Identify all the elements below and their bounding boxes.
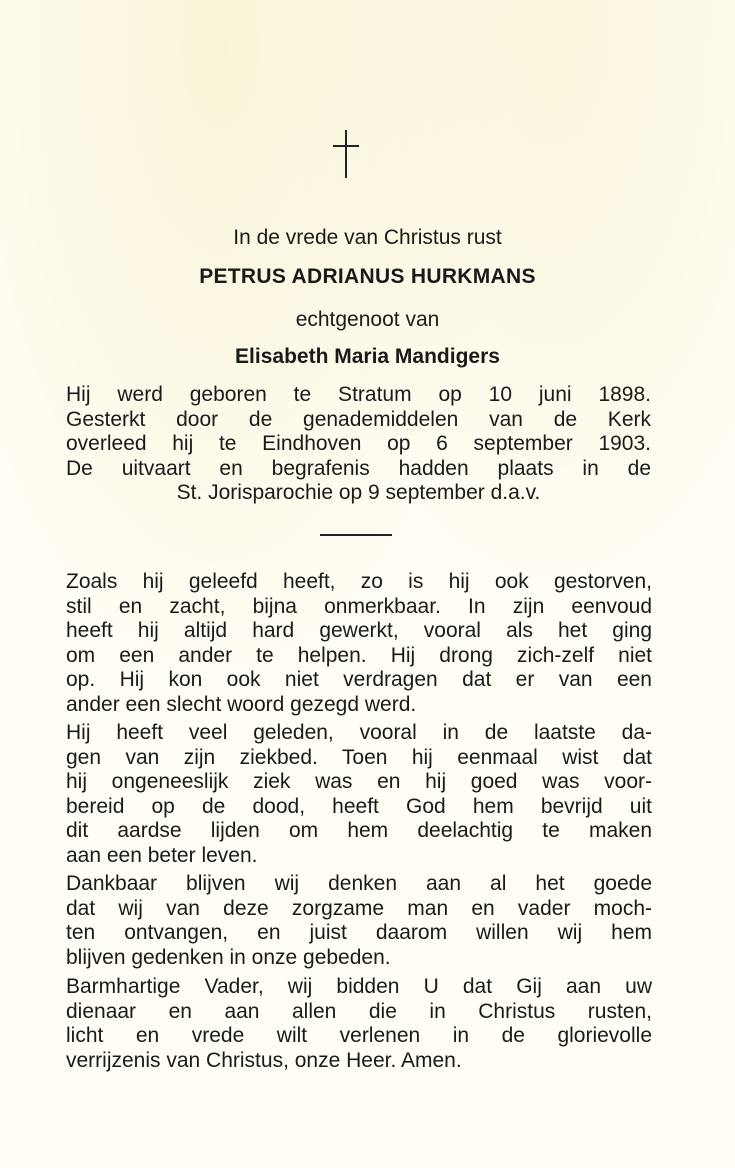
text-line: ten ontvangen, en juist daarom willen wij hem [66,921,652,945]
text-line: om een ander te helpen. Hij drong zich-zelf niet [66,643,652,667]
spouse-name: Elisabeth Maria Mandigers [235,345,500,368]
deceased-name: PETRUS ADRIANUS HURKMANS [199,265,536,288]
facts-line: Hij werd geboren te Stratum op 10 juni 1898. [66,383,651,406]
text-line: ander een slecht woord gezegd werd. [66,692,417,716]
text-line: bereid op de dood, heeft God hem bevrijd uit [66,794,652,818]
text-line: Barmhartige Vader, wij bidden U dat Gij aan uw [66,975,652,998]
text-line: verrijzenis van Christus, onze Heer. Amen. [66,1048,462,1072]
paragraph-4 [66,975,652,1073]
facts-line: Gesterkt door de genademiddelen van de Kerk [66,407,651,431]
text-line: aan een beter leven. [66,843,258,867]
paragraph-2 [66,721,652,869]
life-facts [66,383,651,506]
text-line: op. Hij kon ook niet verdragen dat er van een [66,668,652,692]
text-line: Dankbaar blijven wij denken aan al het goede [66,872,652,895]
facts-line: St. Jorisparochie op 9 september d.a.v. [176,481,541,504]
text-line: hij ongeneeslijk ziek was en hij goed was voor- [66,770,652,794]
facts-line: overleed hij te Eindhoven op 6 september 1903. [66,432,651,455]
text-line: stil en zacht, bijna onmerkbaar. In zijn eenvoud [66,594,652,618]
text-line: dit aardse lijden om hem deelachtig te maken [66,819,652,843]
facts-line: De uitvaart en begrafenis hadden plaats in de [66,456,651,480]
text-line: licht en vrede wilt verlenen in de glorievolle [66,1024,652,1048]
paragraph-1 [66,570,652,718]
text-line: gen van zijn ziekbed. Toen hij eenmaal wist dat [66,745,652,769]
cross-icon [333,130,359,180]
intro-line: In de vrede van Christus rust [233,226,502,249]
text-line: blijven gedenken in onze gebeden. [66,945,391,969]
text-line: Zoals hij geleefd heeft, zo is hij ook gestorven, [66,570,652,593]
text-line: dienaar en aan allen die in Christus rusten, [66,999,652,1023]
text-line: heeft hij altijd hard gewerkt, vooral als het ging [66,619,652,643]
divider [320,534,392,536]
text-line: dat wij van deze zorgzame man en vader moch- [66,896,652,920]
text-line: Hij heeft veel geleden, vooral in de laatste da- [66,721,652,744]
spouse-intro: echtgenoot van [295,308,440,331]
paragraph-3 [66,872,652,970]
